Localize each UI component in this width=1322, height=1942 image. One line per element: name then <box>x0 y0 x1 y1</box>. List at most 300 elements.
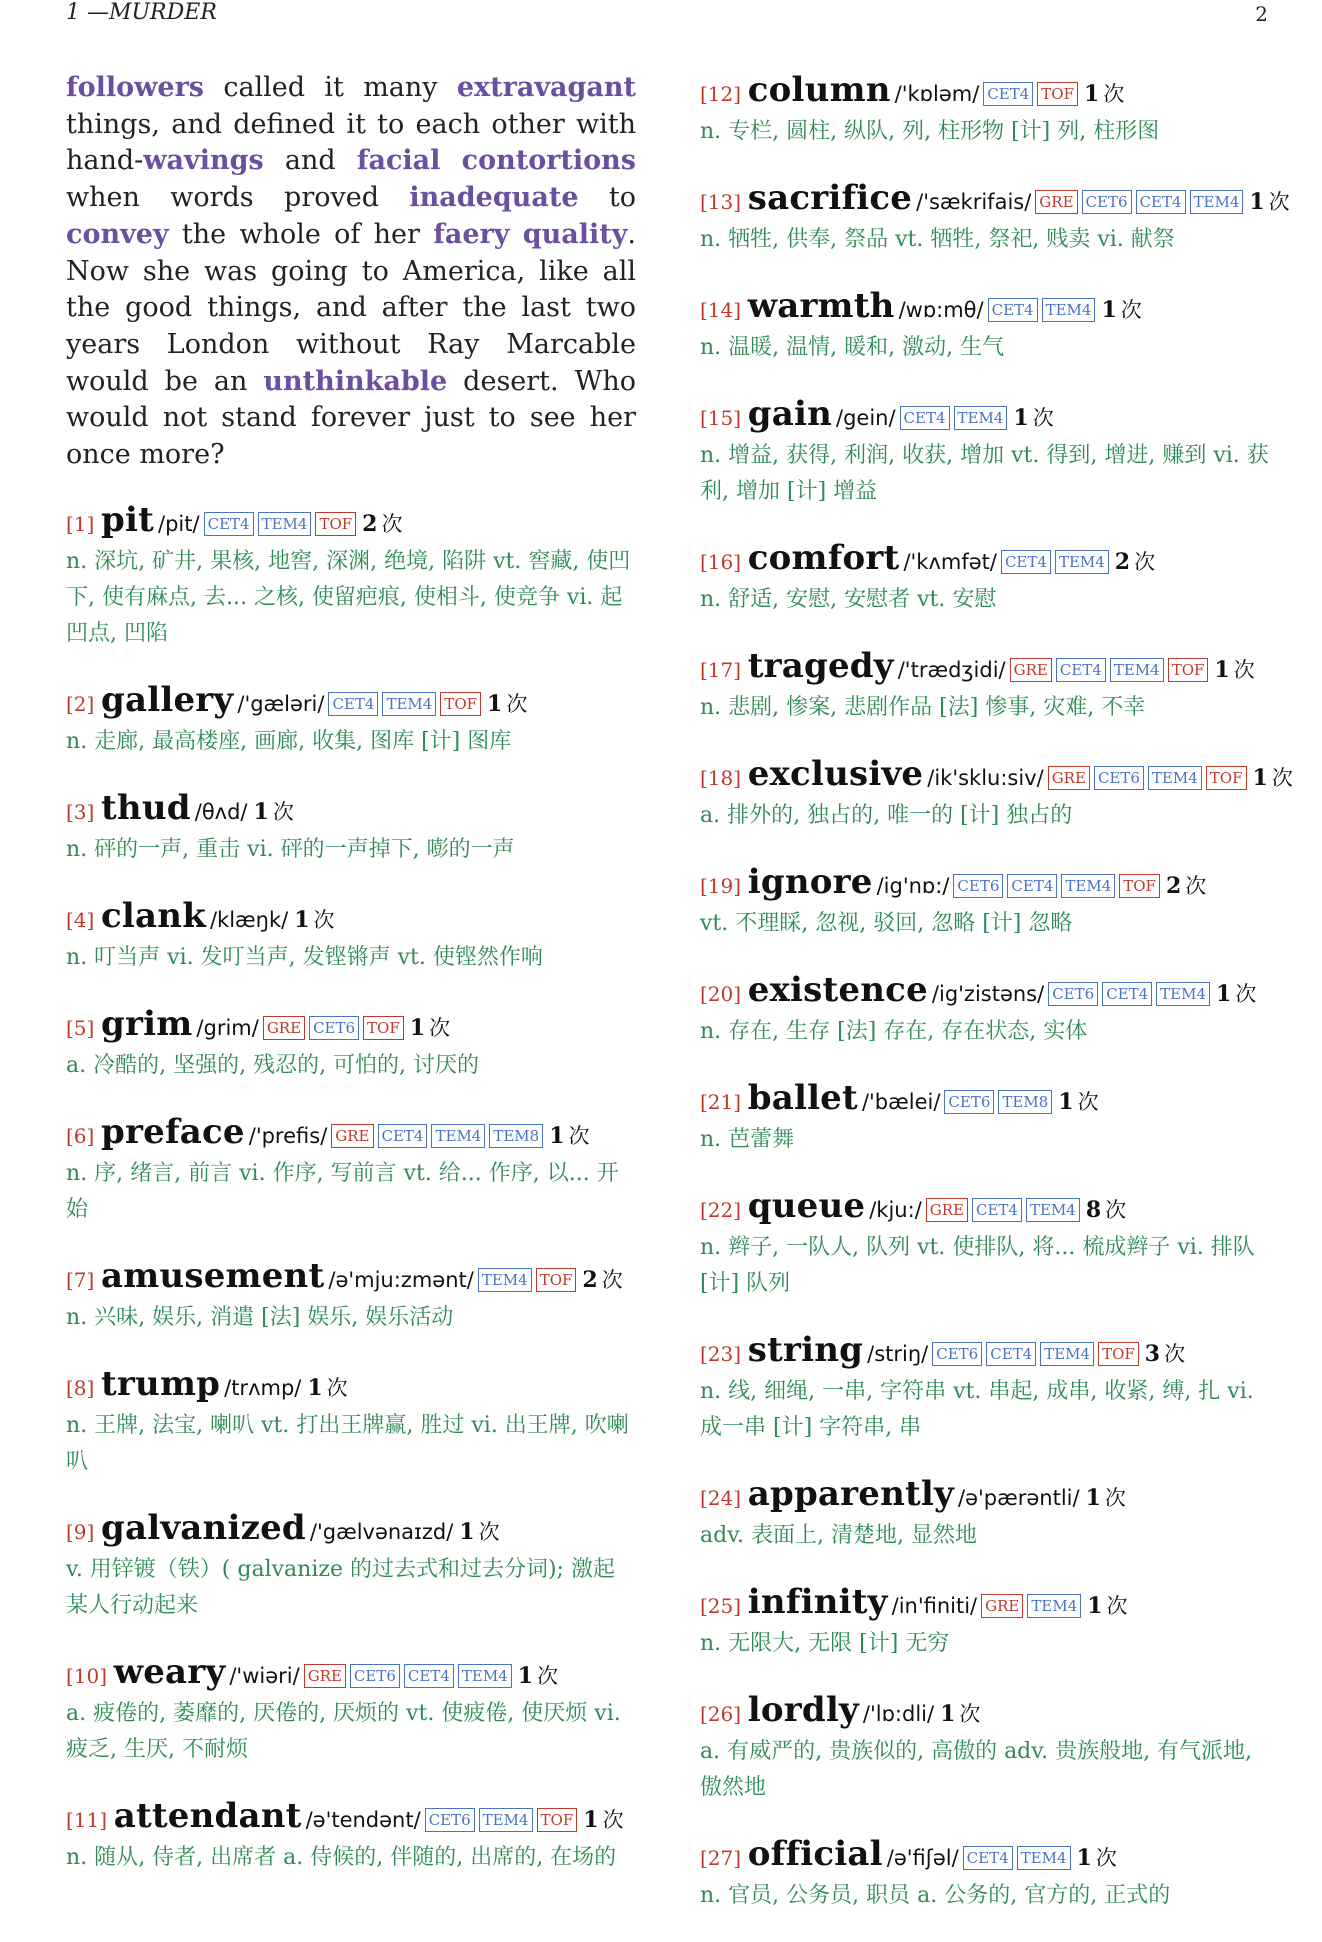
entry-index: [15] <box>700 406 742 430</box>
exam-tag: TEM4 <box>1026 1198 1080 1222</box>
occurrence-count: 1 <box>583 1806 599 1833</box>
exam-tag: TEM4 <box>479 1808 533 1832</box>
entry-head <box>700 862 1272 906</box>
phonetic: /gein/ <box>836 406 896 430</box>
phonetic: /'gælvənaɪzd/ <box>309 1519 454 1544</box>
entry-index: [17] <box>700 658 742 682</box>
exam-tag: TOF <box>1168 658 1209 682</box>
headword: pit <box>101 499 155 540</box>
passage-text: and <box>263 145 357 177</box>
entry-head <box>700 970 1272 1014</box>
passage-text <box>440 145 461 176</box>
entry-index: [21] <box>700 1090 742 1114</box>
exam-tag: TOF <box>440 692 481 716</box>
phonetic: /ik'sklu:siv/ <box>927 766 1044 790</box>
exam-tag: TOF <box>315 512 356 536</box>
entry-head <box>66 896 636 940</box>
headword: apparently <box>747 1474 954 1514</box>
occurrence-count: 1 <box>294 906 310 933</box>
exam-tag: CET4 <box>1056 658 1106 682</box>
phonetic: /ə'pærəntli/ <box>958 1486 1080 1510</box>
entry-index: [4] <box>66 907 95 932</box>
entry-head <box>700 1330 1272 1374</box>
exam-tag: TEM4 <box>1040 1342 1094 1366</box>
count-unit: 次 <box>1271 766 1293 790</box>
entry-index: [19] <box>700 874 742 898</box>
vocab-list-left <box>66 500 636 1876</box>
vocab-entry <box>66 1256 636 1336</box>
entry-index: [20] <box>700 982 742 1006</box>
phonetic: /'sækrifais/ <box>916 190 1032 214</box>
exam-tag: CET4 <box>983 82 1033 106</box>
headword: thud <box>101 787 191 828</box>
exam-tag: CET4 <box>1102 982 1152 1006</box>
entry-index: [24] <box>700 1486 742 1510</box>
vocab-entry <box>66 1652 636 1768</box>
vocab-entry <box>700 538 1272 618</box>
occurrence-count: 2 <box>362 510 378 537</box>
phonetic: /'kɒləm/ <box>894 82 980 106</box>
definition: a. 排外的, 独占的, 唯一的 [计] 独占的 <box>700 803 1073 828</box>
entry-index: [3] <box>66 799 95 824</box>
passage-text: called it many <box>204 72 457 103</box>
vocab-entry <box>700 1834 1272 1914</box>
exam-tag: TOF <box>536 1268 577 1292</box>
right-column <box>700 70 1293 1942</box>
headword: column <box>747 70 891 110</box>
entry-head <box>700 1582 1272 1626</box>
definition: n. 序, 绪言, 前言 vi. 作序, 写前言 vt. 给... 作序, 以... 开始 <box>66 1160 619 1222</box>
headword: preface <box>101 1111 245 1152</box>
headword: clank <box>101 895 206 936</box>
exam-tag: TEM4 <box>1148 766 1202 790</box>
definition: n. 增益, 获得, 利润, 收获, 增加 vt. 得到, 增进, 赚到 vi. 获利, 增加 [计] 增益 <box>700 443 1269 504</box>
entry-index: [8] <box>66 1375 95 1400</box>
occurrence-count: 1 <box>1087 1593 1103 1619</box>
count-unit: 次 <box>381 511 403 536</box>
occurrence-count: 1 <box>1058 1089 1074 1115</box>
phonetic: /klæŋk/ <box>209 907 289 932</box>
exam-tag: TEM4 <box>954 406 1008 430</box>
exam-tag: TEM4 <box>258 512 312 536</box>
headword: weary <box>113 1651 226 1692</box>
headword: attendant <box>113 1795 302 1836</box>
exam-tag: CET4 <box>328 692 378 716</box>
headword: galvanized <box>101 1507 306 1548</box>
headword: grim <box>101 1003 193 1044</box>
exam-tag: GRE <box>263 1016 305 1040</box>
highlighted-word: facial <box>356 145 441 177</box>
vocab-entry <box>700 1330 1272 1446</box>
count-unit: 次 <box>326 1375 348 1400</box>
exam-tag: TEM8 <box>998 1090 1052 1114</box>
entry-index: [2] <box>66 691 95 716</box>
passage-text: . Now she was going to America, like all the good things, and after the last two years London without Ray Marcable would be an <box>66 218 636 397</box>
exam-tag: GRE <box>981 1594 1023 1618</box>
occurrence-count: 1 <box>1214 657 1230 683</box>
exam-tag: CET6 <box>953 874 1003 898</box>
vocab-entry <box>700 178 1290 258</box>
exam-tag: CET6 <box>1082 190 1132 214</box>
count-unit: 次 <box>1120 298 1142 322</box>
passage-text: when words proved <box>66 182 410 214</box>
definition: a. 疲倦的, 萎靡的, 厌倦的, 厌烦的 vt. 使疲倦, 使厌烦 vi. 疲乏, 生厌, 不耐烦 <box>66 1700 621 1762</box>
exam-tag: GRE <box>1035 190 1077 214</box>
exam-tag: CET6 <box>350 1664 400 1688</box>
exam-tag: GRE <box>1048 766 1090 790</box>
entry-index: [16] <box>700 550 742 574</box>
entry-head <box>66 788 636 832</box>
entry-head <box>700 178 1290 222</box>
count-unit: 次 <box>313 907 335 932</box>
definition: n. 叮当声 vi. 发叮当声, 发铿锵声 vt. 使铿然作响 <box>66 944 543 970</box>
vocab-entry <box>700 1078 1272 1158</box>
phonetic: /pit/ <box>158 511 200 536</box>
entry-head <box>700 394 1272 438</box>
exam-tag: TOF <box>1119 874 1160 898</box>
exam-tag: GRE <box>926 1198 968 1222</box>
count-unit: 次 <box>601 1267 623 1292</box>
phonetic: /ə'fiʃəl/ <box>886 1846 959 1870</box>
vocab-entry <box>66 896 636 976</box>
exam-tag: CET6 <box>1048 982 1098 1006</box>
highlighted-word: unthinkable <box>263 365 448 397</box>
exam-tag: CET4 <box>1007 874 1057 898</box>
entry-head <box>700 286 1272 330</box>
occurrence-count: 1 <box>1216 981 1232 1007</box>
exam-tag: TOF <box>1098 1342 1139 1366</box>
phonetic: /θʌd/ <box>194 799 248 824</box>
headword: exclusive <box>747 754 924 794</box>
headword: existence <box>747 970 928 1010</box>
count-unit: 次 <box>959 1702 981 1726</box>
phonetic: /in'finiti/ <box>891 1594 978 1618</box>
exam-tag: CET4 <box>378 1124 428 1148</box>
headword: comfort <box>747 538 900 578</box>
headword: warmth <box>747 286 895 326</box>
passage-text: the whole of her <box>168 218 434 250</box>
exam-tag: TEM4 <box>1110 658 1164 682</box>
occurrence-count: 1 <box>517 1662 534 1689</box>
count-unit: 次 <box>1164 1342 1186 1366</box>
headword: official <box>747 1834 883 1874</box>
definition: v. 用锌镀（铁）( galvanize 的过去式和过去分词); 激起某人行动起来 <box>66 1556 615 1618</box>
phonetic: /'trædʒidi/ <box>897 658 1006 682</box>
exam-tag: TEM4 <box>1042 298 1096 322</box>
exam-tag: TEM4 <box>1027 1594 1081 1618</box>
entry-head <box>700 754 1293 798</box>
vocab-entry <box>700 286 1272 366</box>
entry-index: [9] <box>66 1519 95 1544</box>
entry-index: [12] <box>700 82 742 106</box>
definition: n. 走廊, 最高楼座, 画廊, 收集, 图库 [计] 图库 <box>66 728 512 754</box>
entry-head <box>66 500 636 544</box>
exam-tag: GRE <box>304 1664 346 1688</box>
count-unit: 次 <box>478 1519 500 1544</box>
occurrence-count: 1 <box>459 1518 475 1545</box>
vocab-entry <box>700 862 1272 942</box>
count-unit: 次 <box>1268 190 1290 214</box>
occurrence-count: 1 <box>409 1014 426 1041</box>
definition: n. 线, 细绳, 一串, 字符串 vt. 串起, 成串, 收紧, 缚, 扎 vi. 成一串 [计] 字符串, 串 <box>700 1379 1254 1440</box>
exam-tag: TEM4 <box>1055 550 1109 574</box>
exam-tag: TEM4 <box>1156 982 1210 1006</box>
headword: queue <box>747 1186 866 1226</box>
entry-index: [11] <box>66 1807 108 1832</box>
vocab-entry <box>66 500 636 652</box>
entry-head <box>700 646 1272 690</box>
exam-tag: CET4 <box>988 298 1038 322</box>
entry-head <box>700 538 1272 582</box>
count-unit: 次 <box>1185 874 1207 898</box>
entry-head <box>66 1652 636 1696</box>
definition: n. 舒适, 安慰, 安慰者 vt. 安慰 <box>700 587 997 612</box>
definition: vt. 不理睬, 忽视, 驳回, 忽略 [计] 忽略 <box>700 911 1073 936</box>
occurrence-count: 8 <box>1085 1197 1102 1223</box>
definition: a. 有威严的, 贵族似的, 高傲的 adv. 贵族般地, 有气派地, 傲然地 <box>700 1739 1253 1800</box>
highlighted-word: wavings <box>143 145 264 177</box>
entry-index: [25] <box>700 1594 742 1618</box>
definition: n. 砰的一声, 重击 vi. 砰的一声掉下, 嘭的一声 <box>66 836 515 862</box>
count-unit: 次 <box>1106 1594 1128 1618</box>
phonetic: /ə'mju:zmənt/ <box>328 1267 474 1292</box>
exam-tag: CET6 <box>944 1090 994 1114</box>
exam-tag: CET4 <box>1136 190 1186 214</box>
entry-index: [14] <box>700 298 742 322</box>
vocab-entry <box>700 1690 1272 1806</box>
phonetic: /'prefis/ <box>248 1123 328 1148</box>
occurrence-count: 1 <box>940 1701 956 1727</box>
definition: n. 深坑, 矿井, 果核, 地窖, 深渊, 绝境, 陷阱 vt. 窖藏, 使凹下, 使有麻点, 去... 之核, 使留疤痕, 使相斗, 使竞争 vi. 起凹点, 凹陷 <box>66 548 631 646</box>
headword: gain <box>747 394 832 434</box>
entry-head <box>700 1186 1272 1230</box>
highlighted-word: faery <box>433 218 510 250</box>
definition: n. 存在, 生存 [法] 存在, 存在状态, 实体 <box>700 1019 1088 1044</box>
vocab-entry <box>700 394 1272 510</box>
entry-head <box>700 1690 1272 1734</box>
occurrence-count: 1 <box>1013 405 1029 431</box>
phonetic: /'wiəri/ <box>229 1663 300 1688</box>
exam-tag: CET6 <box>309 1016 359 1040</box>
exam-tag: CET6 <box>1094 766 1144 790</box>
headword: tragedy <box>747 646 894 686</box>
entry-head <box>700 1078 1272 1122</box>
exam-tag: TEM4 <box>431 1124 485 1148</box>
count-unit: 次 <box>1095 1846 1117 1870</box>
entry-index: [10] <box>66 1663 108 1688</box>
phonetic: /kju:/ <box>869 1198 922 1222</box>
exam-tag: CET4 <box>963 1846 1013 1870</box>
definition: n. 兴味, 娱乐, 消遣 [法] 娱乐, 娱乐活动 <box>66 1304 454 1330</box>
entry-index: [7] <box>66 1267 95 1292</box>
left-column <box>66 70 636 1904</box>
phonetic: /trʌmp/ <box>224 1375 302 1400</box>
occurrence-count: 1 <box>549 1122 565 1149</box>
entry-index: [26] <box>700 1702 742 1726</box>
exam-tag: TOF <box>1206 766 1247 790</box>
reading-passage <box>66 70 636 474</box>
occurrence-count: 2 <box>1165 873 1182 899</box>
entry-head <box>66 1004 636 1048</box>
exam-tag: TOF <box>537 1808 578 1832</box>
headword: string <box>747 1330 864 1370</box>
occurrence-count: 2 <box>1114 549 1131 575</box>
exam-tag: CET4 <box>1001 550 1051 574</box>
vocab-entry <box>66 1796 636 1876</box>
headword: ballet <box>747 1078 858 1118</box>
entry-index: [6] <box>66 1123 95 1148</box>
highlighted-word: contortions <box>461 145 636 177</box>
passage-text: desert. Who would not stand forever just to see her once more? <box>66 365 637 471</box>
definition: adv. 表面上, 清楚地, 显然地 <box>700 1523 977 1548</box>
occurrence-count: 1 <box>1252 765 1268 791</box>
headword: lordly <box>747 1690 859 1730</box>
exam-tag: CET4 <box>404 1664 454 1688</box>
passage-text <box>509 219 522 250</box>
entry-head <box>66 1796 636 1840</box>
definition: n. 牺牲, 供奉, 祭品 vt. 牺牲, 祭祀, 贱卖 vi. 献祭 <box>700 227 1175 252</box>
occurrence-count: 1 <box>1076 1845 1092 1871</box>
exam-tag: CET4 <box>204 512 254 536</box>
headword: ignore <box>747 862 873 902</box>
count-unit: 次 <box>1235 982 1257 1006</box>
phonetic: /'gæləri/ <box>237 691 325 716</box>
running-head: 1 —MURDER <box>66 0 217 25</box>
count-unit: 次 <box>1233 658 1255 682</box>
phonetic: /striŋ/ <box>867 1342 929 1366</box>
entry-head <box>66 1508 636 1552</box>
highlighted-word: convey <box>66 218 169 250</box>
vocab-entry <box>66 1112 636 1228</box>
highlighted-word: extravagant <box>456 72 636 103</box>
definition: n. 专栏, 圆柱, 纵队, 列, 柱形物 [计] 列, 柱形图 <box>700 119 1160 144</box>
vocab-list-right <box>700 70 1293 1914</box>
occurrence-count: 1 <box>487 690 503 717</box>
count-unit: 次 <box>272 799 294 824</box>
headword: infinity <box>747 1582 888 1622</box>
definition: n. 无限大, 无限 [计] 无穷 <box>700 1631 950 1656</box>
phonetic: /'lɒ:dli/ <box>862 1702 935 1726</box>
count-unit: 次 <box>1134 550 1156 574</box>
definition: n. 辫子, 一队人, 队列 vt. 使排队, 将... 梳成辫子 vi. 排队 [计] 队列 <box>700 1235 1255 1296</box>
definition: n. 随从, 侍者, 出席者 a. 侍候的, 伴随的, 出席的, 在场的 <box>66 1844 617 1870</box>
count-unit: 次 <box>537 1663 559 1688</box>
count-unit: 次 <box>1077 1090 1099 1114</box>
phonetic: /'kʌmfət/ <box>903 550 997 574</box>
passage-text: to <box>578 182 636 214</box>
phonetic: /ə'tendənt/ <box>305 1807 421 1832</box>
entry-head <box>66 680 636 724</box>
count-unit: 次 <box>506 691 528 716</box>
vocab-entry <box>700 970 1272 1050</box>
exam-tag: TEM4 <box>1190 190 1244 214</box>
highlighted-word: inadequate <box>409 182 579 214</box>
highlighted-word: quality <box>522 218 628 250</box>
occurrence-count: 1 <box>1101 297 1117 323</box>
entry-head <box>66 1364 636 1408</box>
vocab-entry <box>66 680 636 760</box>
exam-tag: TEM4 <box>458 1664 512 1688</box>
entry-head <box>66 1256 636 1300</box>
headword: trump <box>101 1363 221 1404</box>
vocab-entry <box>700 1186 1272 1302</box>
exam-tag: TOF <box>363 1016 404 1040</box>
phonetic: /'bælei/ <box>861 1090 941 1114</box>
entry-index: [1] <box>66 511 95 536</box>
entry-head <box>700 1834 1272 1878</box>
vocab-entry <box>700 754 1293 834</box>
count-unit: 次 <box>568 1123 590 1148</box>
headword: gallery <box>101 679 234 720</box>
occurrence-count: 1 <box>253 798 269 825</box>
count-unit: 次 <box>429 1015 451 1040</box>
exam-tag: TEM4 <box>1061 874 1115 898</box>
occurrence-count: 3 <box>1144 1341 1161 1367</box>
exam-tag: TEM4 <box>1017 1846 1071 1870</box>
page-number: 2 <box>1255 2 1268 26</box>
entry-index: [27] <box>700 1846 742 1870</box>
exam-tag: GRE <box>331 1124 373 1148</box>
vocab-entry <box>700 1582 1272 1662</box>
entry-head <box>66 1112 636 1156</box>
occurrence-count: 1 <box>1085 1485 1101 1511</box>
vocab-entry <box>66 1508 636 1624</box>
count-unit: 次 <box>1032 406 1054 430</box>
occurrence-count: 2 <box>582 1266 598 1293</box>
definition: n. 王牌, 法宝, 喇叭 vt. 打出王牌赢, 胜过 vi. 出王牌, 吹喇叭 <box>66 1412 629 1474</box>
phonetic: /ig'zistəns/ <box>931 982 1045 1006</box>
headword: amusement <box>101 1255 325 1296</box>
vocab-entry <box>66 1004 636 1084</box>
count-unit: 次 <box>1104 1486 1126 1510</box>
occurrence-count: 1 <box>1249 189 1265 215</box>
exam-tag: TEM4 <box>382 692 436 716</box>
definition: n. 芭蕾舞 <box>700 1127 795 1152</box>
entry-index: [18] <box>700 766 742 790</box>
vocab-entry <box>700 70 1272 150</box>
exam-tag: CET4 <box>972 1198 1022 1222</box>
entry-head <box>700 1474 1272 1518</box>
phonetic: /grim/ <box>196 1015 259 1040</box>
definition: a. 冷酷的, 坚强的, 残忍的, 可怕的, 讨厌的 <box>66 1052 480 1078</box>
exam-tag: CET4 <box>900 406 950 430</box>
headword: sacrifice <box>747 178 913 218</box>
count-unit: 次 <box>1103 82 1125 106</box>
exam-tag: CET6 <box>425 1808 475 1832</box>
vocab-entry <box>66 1364 636 1480</box>
passage-text: things, and defined it to each other with hand- <box>66 108 636 177</box>
phonetic: /wɒ:mθ/ <box>898 298 984 322</box>
count-unit: 次 <box>1105 1198 1127 1222</box>
vocab-entry <box>700 1474 1272 1554</box>
count-unit: 次 <box>602 1807 624 1832</box>
exam-tag: TOF <box>1037 82 1078 106</box>
exam-tag: TEM4 <box>478 1268 532 1292</box>
highlighted-word: followers <box>66 72 204 103</box>
entry-index: [22] <box>700 1198 742 1222</box>
entry-head <box>700 70 1272 114</box>
entry-index: [5] <box>66 1015 95 1040</box>
entry-index: [23] <box>700 1342 742 1366</box>
definition: n. 官员, 公务员, 职员 a. 公务的, 官方的, 正式的 <box>700 1883 1171 1908</box>
exam-tag: CET4 <box>986 1342 1036 1366</box>
occurrence-count: 1 <box>1084 81 1100 107</box>
phonetic: /ig'nɒ:/ <box>876 874 950 898</box>
definition: n. 悲剧, 惨案, 悲剧作品 [法] 惨事, 灾难, 不幸 <box>700 695 1146 720</box>
exam-tag: TEM8 <box>489 1124 543 1148</box>
definition: n. 温暖, 温情, 暖和, 激动, 生气 <box>700 335 1005 360</box>
exam-tag: CET6 <box>932 1342 982 1366</box>
